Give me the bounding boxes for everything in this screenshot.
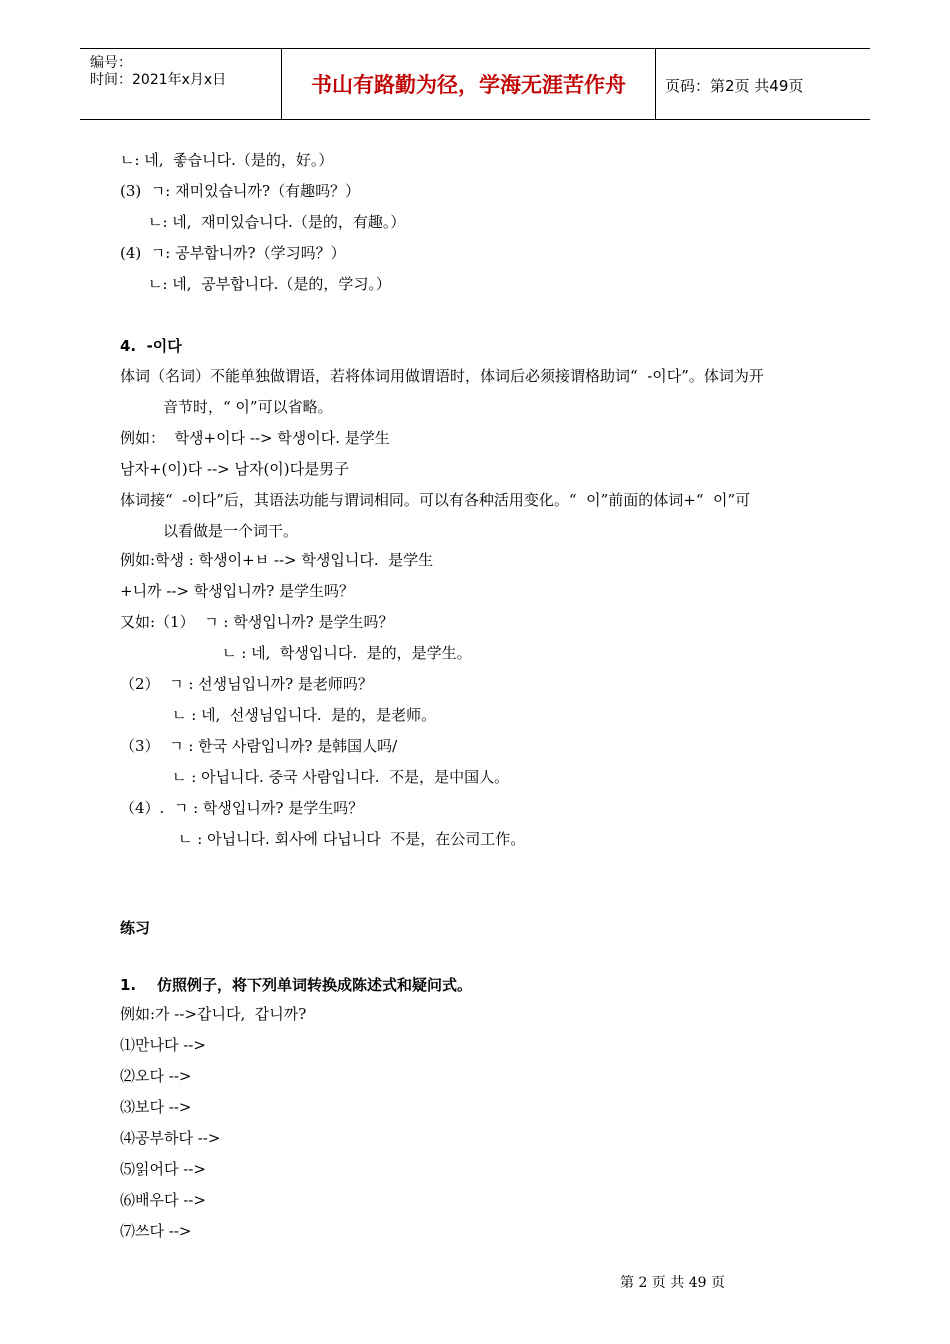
text-line: ㄴ : 아닙니다. 회사에 다닙니다 不是，在公司工作。	[178, 830, 526, 848]
text-line: ㄴ: 네, 재미있습니다.（是的，有趣。）	[148, 213, 406, 231]
text-line: ㄴ : 네, 선생님입니다. 是的，是老师。	[172, 706, 437, 724]
header-page-label: 页码：第2页 共49页	[665, 77, 804, 95]
text-line: （3） ㄱ : 한국 사람입니까? 是韩国人吗/	[120, 737, 398, 755]
header-divider	[655, 49, 656, 119]
text-line: 以看做是一个词干。	[163, 522, 299, 540]
text-line: 体词接“ -이다”后，其语法功能与谓词相同。可以有各种活用变化。“ 이”前面的体词+“ 이”可	[120, 491, 751, 509]
text-line: ⑴만나다 -->	[120, 1036, 206, 1054]
text-line: （4）. ㄱ : 학생입니까? 是学生吗？	[120, 799, 364, 817]
text-line: 体词（名词）不能单独做谓语，若将体词用做谓语时，体词后必须接谓格助词“ -이다”。体词为开	[120, 367, 764, 385]
text-line: ⑹배우다 -->	[120, 1191, 206, 1209]
text-line: （2） ㄱ : 선생님입니까? 是老师吗？	[120, 675, 373, 693]
text-line: 练习	[120, 919, 151, 937]
text-line: 남자+(이)다 --> 남자(이)다是男子	[120, 460, 350, 478]
header-motto: 书山有路勤为径，学海无涯苦作舟	[311, 73, 626, 97]
text-line: ㄴ : 아닙니다. 중국 사람입니다. 不是，是中国人。	[172, 768, 510, 786]
page-footer: 第 2 页 共 49 页	[620, 1275, 725, 1291]
text-line: 音节时，“ 이”可以省略。	[163, 398, 333, 416]
text-line: 例如:가 -->갑니다, 갑니까?	[120, 1005, 307, 1023]
text-line: (4) ㄱ: 공부합니까?（学习吗？）	[120, 244, 346, 262]
header-meta	[90, 55, 226, 89]
page-header	[80, 48, 870, 120]
text-line: +니까 --> 학생입니까? 是学生吗？	[120, 582, 355, 600]
text-line: 1. 仿照例子，将下列单词转换成陈述式和疑问式。	[120, 976, 473, 994]
text-line: ㄴ: 네, 좋습니다.（是的，好。）	[120, 151, 334, 169]
text-line: (3) ㄱ: 재미있습니까?（有趣吗？）	[120, 182, 361, 200]
header-number-label: 编号：	[90, 55, 132, 71]
text-line: 例如:학생 : 학생이+ㅂ --> 학생입니다. 是学生	[120, 551, 434, 569]
header-time-label: 时间：2021年x月x日	[90, 72, 227, 88]
text-line: ⑷공부하다 -->	[120, 1129, 221, 1147]
text-line: 例如： 학생+이다 --> 학생이다. 是学生	[120, 429, 390, 447]
text-line: 4. -이다	[120, 337, 182, 355]
text-line: ⑸읽어다 -->	[120, 1160, 206, 1178]
text-line: ⑵오다 -->	[120, 1067, 192, 1085]
text-line: ㄴ : 네, 학생입니다. 是的，是学生。	[222, 644, 472, 662]
text-line: 又如:（1） ㄱ : 학생입니까? 是学生吗？	[120, 613, 394, 631]
text-line: ㄴ: 네, 공부합니다.（是的，学习。）	[148, 275, 391, 293]
text-line: ⑺쓰다 -->	[120, 1222, 192, 1240]
text-line: ⑶보다 -->	[120, 1098, 192, 1116]
